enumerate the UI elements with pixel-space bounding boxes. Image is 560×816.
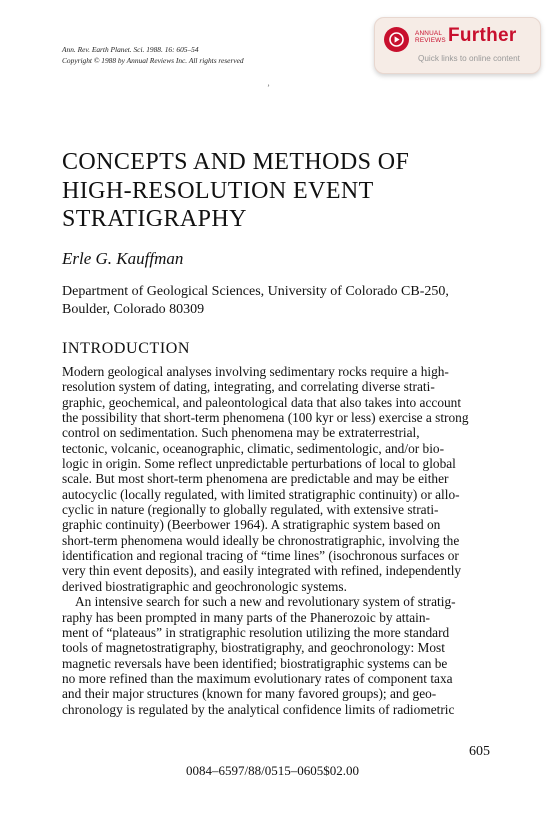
brand-line: REVIEWS [415, 37, 446, 44]
body-line: identification and regional tracing of “time lines” (isochronous surfaces or [62, 548, 459, 564]
body-line: very thin event deposits), and easily integrated with refined, independently [62, 563, 462, 579]
further-tagline: Quick links to online content [418, 54, 520, 63]
body-line: tectonic, volcanic, oceanographic, climatic, sedimentologic, and/or bio- [62, 440, 445, 456]
body-line: An intensive search for such a new and revolutionary system of stratig- [75, 594, 456, 610]
body-line: resolution system of dating, integrating, and correlating diverse strati- [62, 379, 435, 395]
paper-title [62, 148, 502, 234]
body-line: control on sedimentation. Such phenomena may be extraterrestrial, [62, 425, 420, 441]
body-line: raphy has been prompted in many parts of the Phanerozoic by attain- [62, 609, 430, 625]
body-line: scale. But most short-term phenomena are predictable and may be either [62, 471, 449, 487]
annual-reviews-logo-icon [384, 27, 409, 52]
body-line: cyclic in nature (regionally to globally regulated, with extensive strati- [62, 502, 439, 518]
body-line: chronology is regulated by the analytical confidence limits of radiometric [62, 701, 455, 717]
body-line: magnetic reversals have been identified; biostratigraphic systems can be [62, 655, 448, 671]
body-line: ment of “plateaus” in stratigraphic resolution utilizing the more standard [62, 624, 450, 640]
body-text [62, 364, 492, 717]
body-line: and their major structures (known for many favored groups); and geo- [62, 686, 437, 702]
affiliation-line: Boulder, Colorado 80309 [62, 301, 205, 317]
annual-reviews-wordmark [415, 30, 446, 44]
affiliation-line: Department of Geological Sciences, University of Colorado CB-250, [62, 284, 449, 299]
journal-citation-line: Ann. Rev. Earth Planet. Sci. 1988. 16: 605–54 [62, 45, 199, 54]
body-line: graphic continuity) (Beerbower 1964). A stratigraphic system based on [62, 517, 441, 533]
stray-mark: ’ [267, 83, 270, 93]
body-line: the possibility that short-term phenomena (100 kyr or less) exercise a strong [62, 410, 469, 426]
title-line: STRATIGRAPHY [62, 206, 247, 232]
title-line: CONCEPTS AND METHODS OF [62, 149, 410, 175]
journal-citation-header [62, 44, 362, 66]
further-label: Further [448, 25, 517, 46]
further-links-badge[interactable] [374, 17, 541, 74]
title-line: HIGH-RESOLUTION EVENT [62, 177, 374, 204]
body-line: short-term phenomena would ideally be chronostratigraphic, involving the [62, 532, 460, 548]
brand-line: ANNUAL [415, 30, 443, 37]
body-line: Modern geological analyses involving sedimentary rocks require a high- [62, 364, 449, 379]
body-line: logic in origin. Some reflect unpredictable perturbations of local to global [62, 456, 456, 472]
body-line: no more refined than the maximum evolutionary rates of component taxa [62, 670, 453, 686]
page-number: 605 [469, 744, 490, 759]
body-line: tools of magnetostratigraphy, biostratigraphy, and geochronology: Most [62, 640, 445, 656]
copyright-line: Copyright © 1988 by Annual Reviews Inc. All rights reserved [62, 56, 244, 65]
body-line: graphic, geochemical, and paleontological data that also takes into account [62, 394, 462, 410]
body-line: derived biostratigraphic and geochronologic systems. [62, 578, 347, 594]
body-line: autocyclic (locally regulated, with limited stratigraphic continuity) or allo- [62, 486, 460, 502]
author-affiliation [62, 283, 492, 318]
section-heading: INTRODUCTION [62, 340, 191, 357]
author-name: Erle G. Kauffman [62, 249, 184, 268]
article-price-code: 0084–6597/88/0515–0605$02.00 [186, 763, 359, 778]
